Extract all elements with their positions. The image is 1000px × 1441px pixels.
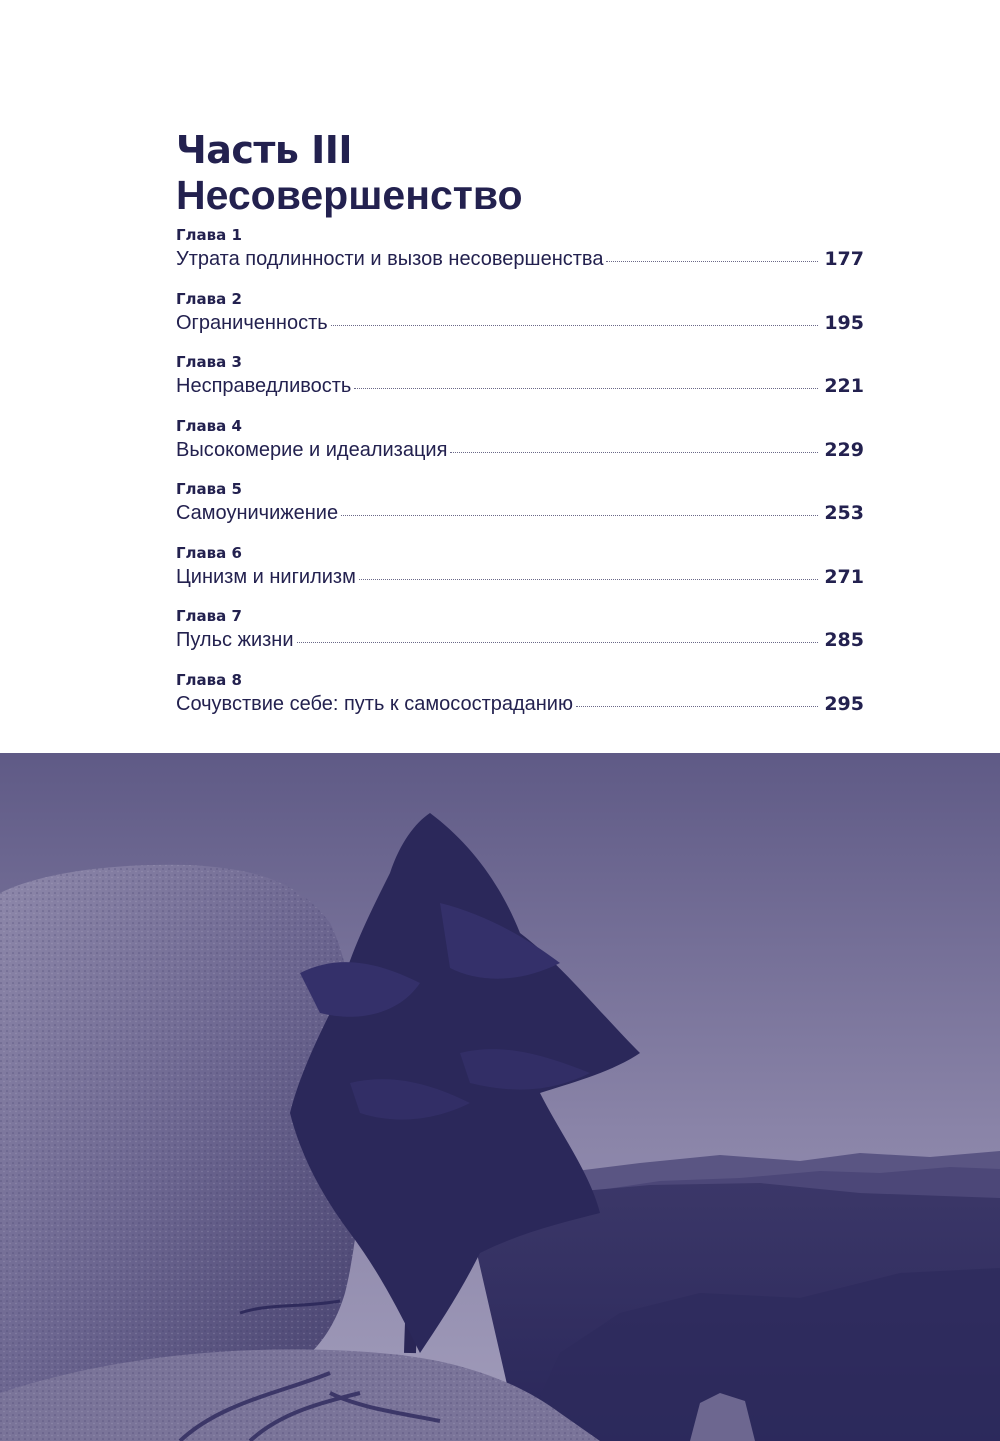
chapter-title: Сочувствие себе: путь к самосостраданию: [176, 692, 573, 715]
chapter-label: Глава 6: [176, 543, 242, 562]
toc-entry[interactable]: [176, 415, 864, 479]
landscape-photo: [0, 753, 1000, 1441]
page-number: 285: [824, 629, 864, 651]
toc-entry[interactable]: [176, 288, 864, 352]
chapter-label: Глава 8: [176, 670, 242, 689]
page-number: 295: [824, 692, 864, 715]
chapter-label: Глава 1: [176, 226, 242, 244]
toc-entry[interactable]: [176, 224, 864, 288]
dot-leader: [450, 452, 818, 453]
toc-entry[interactable]: [176, 351, 864, 415]
chapter-title: Утрата подлинности и вызов несовершенства: [176, 248, 604, 270]
dot-leader: [576, 706, 818, 707]
chapter-label: Глава 4: [176, 416, 242, 435]
toc-entry[interactable]: [176, 542, 864, 606]
chapter-title: Самоуничижение: [176, 502, 339, 524]
chapter-title: Несправедливость: [176, 375, 352, 397]
toc-entry-row: [176, 437, 864, 463]
dot-leader: [359, 579, 818, 580]
toc-entry-row: [176, 373, 864, 399]
page-number: 195: [824, 311, 864, 334]
toc-entry-row: [176, 627, 864, 653]
toc-entry[interactable]: [176, 605, 864, 669]
dot-leader: [341, 515, 818, 516]
toc-entry-row: [176, 310, 864, 336]
toc-entry-row: [176, 564, 864, 590]
toc-entry-row: [176, 246, 864, 272]
table-of-contents: [176, 128, 864, 732]
chapter-title: Высокомерие и идеализация: [176, 438, 448, 461]
chapter-label: Глава 5: [176, 480, 242, 498]
dot-leader: [354, 388, 818, 389]
toc-entry[interactable]: [176, 669, 864, 733]
page-number: 221: [824, 375, 864, 397]
toc-entry-row: [176, 500, 864, 526]
part-title: Несовершенство: [176, 172, 523, 218]
toc-entry[interactable]: [176, 478, 864, 542]
chapter-title: Пульс жизни: [176, 629, 294, 651]
chapter-label: Глава 7: [176, 607, 242, 625]
chapter-label: Глава 3: [176, 353, 242, 371]
chapter-title: Ограниченность: [176, 311, 328, 334]
chapter-title: Цинизм и нигилизм: [176, 565, 356, 588]
page-number: 229: [824, 438, 864, 461]
part-label: Часть III: [176, 128, 353, 172]
page-number: 253: [824, 502, 864, 524]
dot-leader: [297, 642, 819, 643]
page-number: 177: [824, 248, 864, 270]
dot-leader: [331, 325, 819, 326]
toc-entry-row: [176, 691, 864, 717]
chapter-label: Глава 2: [176, 289, 242, 308]
page-number: 271: [824, 565, 864, 588]
dot-leader: [606, 261, 818, 262]
